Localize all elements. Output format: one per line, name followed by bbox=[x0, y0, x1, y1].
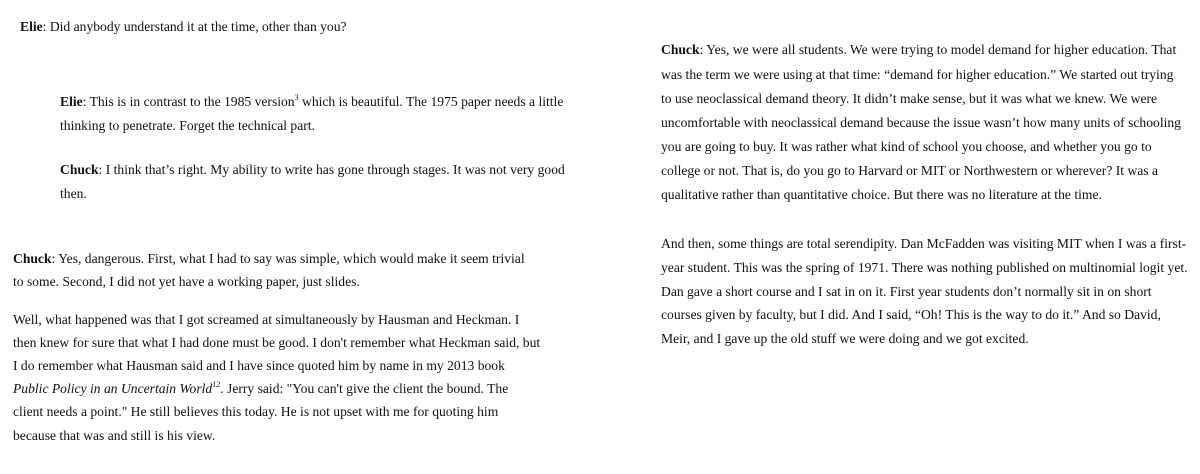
chuck-students-line-5: you are going to buy. It was rather what kind of school you choose, and whether you go to bbox=[661, 139, 1152, 154]
utterance-text: : Yes, dangerous. First, what I had to say was simple, which would make it seem trivial bbox=[51, 251, 525, 266]
chuck-dangerous-line-2: to some. Second, I did not yet have a working paper, just slides. bbox=[13, 274, 360, 289]
chuck-students-line-6: college or not. That is, do you go to Harvard or MIT or Northwestern or wherever? It was a bbox=[661, 163, 1159, 178]
serendipity-para-line-5: Meir, and I gave up the old stuff we were doing and we got excited. bbox=[661, 331, 1029, 346]
speaker-label: Chuck bbox=[13, 251, 52, 266]
elie-comment-line-1 bbox=[60, 94, 563, 110]
speaker-label: Elie bbox=[20, 19, 43, 34]
chuck-students-line-7: qualitative rather than quantitative choice. But there was no literature at the time. bbox=[661, 187, 1102, 202]
chuck-dangerous-line-1 bbox=[13, 251, 525, 267]
utterance-text: : Yes, we were all students. We were trying to model demand for higher education. That bbox=[699, 42, 1177, 57]
speaker-label: Chuck bbox=[661, 42, 700, 57]
serendipity-para-line-1: And then, some things are total serendipity. Dan McFadden was visiting MIT when I was a first- bbox=[661, 236, 1187, 251]
speaker-label: Elie bbox=[60, 94, 83, 109]
hausman-para-line-6: because that was and still is his view. bbox=[13, 428, 216, 443]
elie-comment-line-2: thinking to penetrate. Forget the technical part. bbox=[60, 118, 315, 133]
serendipity-para-line-3: Dan gave a short course and I sat in on it. First year students don’t normally sit in on short bbox=[661, 284, 1152, 299]
chuck-students-line-2: was the term we were using at that time: “demand for higher education.” We started out trying bbox=[661, 67, 1174, 82]
chuck-reply-line-2: then. bbox=[60, 186, 87, 201]
hausman-para-line-3: I do remember what Hausman said and I have since quoted him by name in my 2013 book bbox=[13, 358, 505, 373]
chuck-students-line-3: to use neoclassical demand theory. It didn’t make sense, but it was what we knew. We were bbox=[661, 91, 1158, 106]
chuck-students-line-1 bbox=[661, 42, 1176, 58]
hausman-para-line-2: then knew for sure that what I had done must be good. I don't remember what Heckman said, but bbox=[13, 335, 541, 350]
utterance-text: : I think that’s right. My ability to write has gone through stages. It was not very good bbox=[98, 162, 565, 177]
chuck-students-line-4: uncomfortable with neoclassical demand because the issue wasn’t how many units of schooling bbox=[661, 115, 1181, 130]
footnote-marker: 3 bbox=[294, 93, 299, 102]
chuck-reply-line-1 bbox=[60, 162, 565, 178]
utterance-text: : Did anybody understand it at the time, other than you? bbox=[42, 19, 347, 34]
utterance-text: : This is in contrast to the 1985 version bbox=[82, 94, 295, 109]
utterance-text: which is beautiful. The 1975 paper needs a little bbox=[298, 94, 564, 109]
right-column bbox=[600, 0, 1200, 474]
hausman-para-line-5: client needs a point." He still believes this today. He is not upset with me for quoting him bbox=[13, 404, 499, 419]
paragraph-text: . Jerry said: "You can't give the client the bound. The bbox=[220, 381, 509, 396]
elie-question-1 bbox=[20, 19, 347, 35]
footnote-marker: 12 bbox=[212, 380, 221, 389]
serendipity-para-line-4: courses given by faculty, but I did. And I said, “Oh! This is the way to do it.” And so David, bbox=[661, 307, 1161, 322]
book-title: Public Policy in an Uncertain World bbox=[13, 381, 213, 396]
speaker-label: Chuck bbox=[60, 162, 99, 177]
hausman-para-line-1: Well, what happened was that I got screamed at simultaneously by Hausman and Heckman. I bbox=[13, 312, 520, 327]
serendipity-para-line-2: year student. This was the spring of 1971. There was nothing published on multinomial logit yet. bbox=[661, 260, 1188, 275]
hausman-para-line-4 bbox=[13, 381, 508, 397]
